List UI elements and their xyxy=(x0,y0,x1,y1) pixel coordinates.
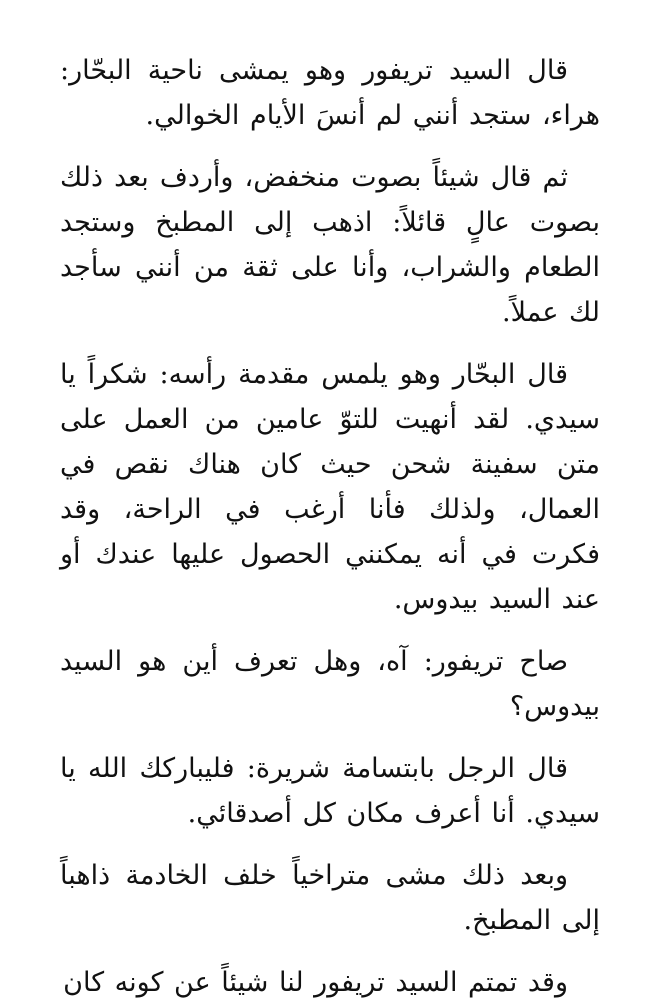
paragraph-2: ثم قال شيئاً بصوت منخفض، وأردف بعد ذلك بصوت عالٍ قائلاً: اذهب إلى المطبخ وستجد الطعام والشراب، وأنا على ثقة من أنني سأجد لك عملاً. xyxy=(60,162,600,328)
paragraph-3: قال البحّار وهو يلمس مقدمة رأسه: شكراً يا سيدي. لقد أنهيت للتوّ عامين من العمل على متن سفينة شحن حيث كان هناك نقص في العمال، ولذلك فأنا أرغب في الراحة، وقد فكرت في أنه يمكنني الحصول عليها عندك أو عند السيد بيدوس. xyxy=(60,359,600,615)
paragraph-7: وقد تمتم السيد تريفور لنا شيئاً عن كونه كان xyxy=(63,967,568,998)
paragraph-6: وبعد ذلك مشى متراخياً خلف الخادمة ذاهباً إلى المطبخ. xyxy=(60,860,600,936)
paragraph-5: قال الرجل بابتسامة شريرة: فليباركك الله يا سيدي. أنا أعرف مكان كل أصدقائي. xyxy=(60,753,600,829)
page-text xyxy=(60,48,600,1000)
paragraph-1: قال السيد تريفور وهو يمشى ناحية البحّار: هراء، ستجد أنني لم أنسَ الأيام الخوالي. xyxy=(60,55,600,131)
paragraph-4: صاح تريفور: آه، وهل تعرف أين هو السيد بيدوس؟ xyxy=(60,646,600,722)
